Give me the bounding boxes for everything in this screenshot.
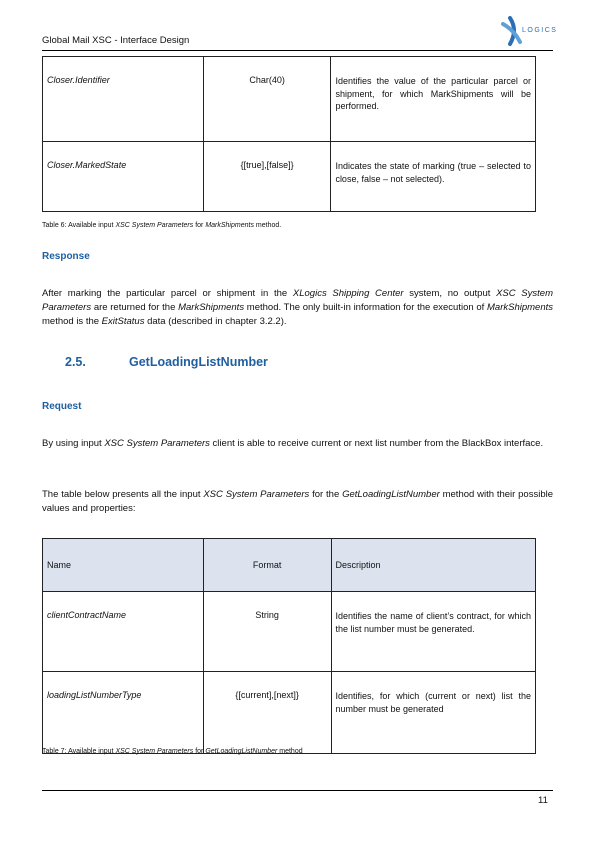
param-description-cell: Identifies the value of the particular parcel or shipment, for which MarkShipments will be performed. — [331, 57, 536, 142]
param-name-cell: loadingListNumberType — [43, 672, 204, 754]
table-6-caption: Table 6: Available input XSC System Parameters for MarkShipments method. — [42, 222, 282, 229]
param-description-cell: Identifies, for which (current or next) list the number must be generated — [331, 672, 535, 754]
param-name-cell: clientContractName — [43, 592, 204, 672]
param-name-cell: Closer.Identifier — [43, 57, 204, 142]
request-paragraph-1: By using input XSC System Parameters client is able to receive current or next list number from the BlackBox interface. — [42, 438, 544, 449]
table-row — [43, 672, 536, 754]
table-6 — [42, 56, 536, 212]
request-paragraph-2: The table below presents all the input XSC System Parameters for the GetLoadingListNumber method with their possible values and properties: — [42, 489, 554, 514]
page-number: 11 — [538, 795, 548, 806]
param-description-cell: Identifies the name of client’s contract, for which the list number must be generated. — [331, 592, 535, 672]
response-heading: Response — [42, 251, 90, 262]
logo-wordmark: LOGICS — [522, 27, 558, 34]
table-row — [43, 57, 536, 142]
param-format-cell: {[current],[next]} — [203, 672, 331, 754]
section-number: 2.5. — [65, 355, 86, 369]
column-header-description: Description — [331, 539, 535, 592]
column-header-name: Name — [43, 539, 204, 592]
table-header-row — [43, 539, 536, 592]
document-title: Global Mail XSC - Interface Design — [42, 35, 190, 46]
param-format-cell: Char(40) — [203, 57, 331, 142]
table-7-caption: Table 7: Available input XSC System Parameters for GetLoadingListNumber method — [42, 748, 303, 755]
param-description-cell: Indicates the state of marking (true – selected to close, false – not selected). — [331, 142, 536, 212]
response-paragraph: After marking the particular parcel or shipment in the XLogics Shipping Center system, no output XSC System Parameters are returned for the MarkShipments method. The only built-in information for the execution of MarkShipments method is the ExitStatus data (described in chapter 3.2.2). — [42, 288, 553, 327]
header-rule — [42, 50, 553, 51]
section-title: GetLoadingListNumber — [129, 355, 268, 369]
table-row — [43, 142, 536, 212]
table-7 — [42, 538, 536, 754]
table-row — [43, 592, 536, 672]
param-format-cell: String — [203, 592, 331, 672]
param-name-cell: Closer.MarkedState — [43, 142, 204, 212]
footer-rule — [42, 790, 553, 791]
param-format-cell: {[true],[false]} — [203, 142, 331, 212]
request-heading: Request — [42, 401, 82, 412]
column-header-format: Format — [203, 539, 331, 592]
